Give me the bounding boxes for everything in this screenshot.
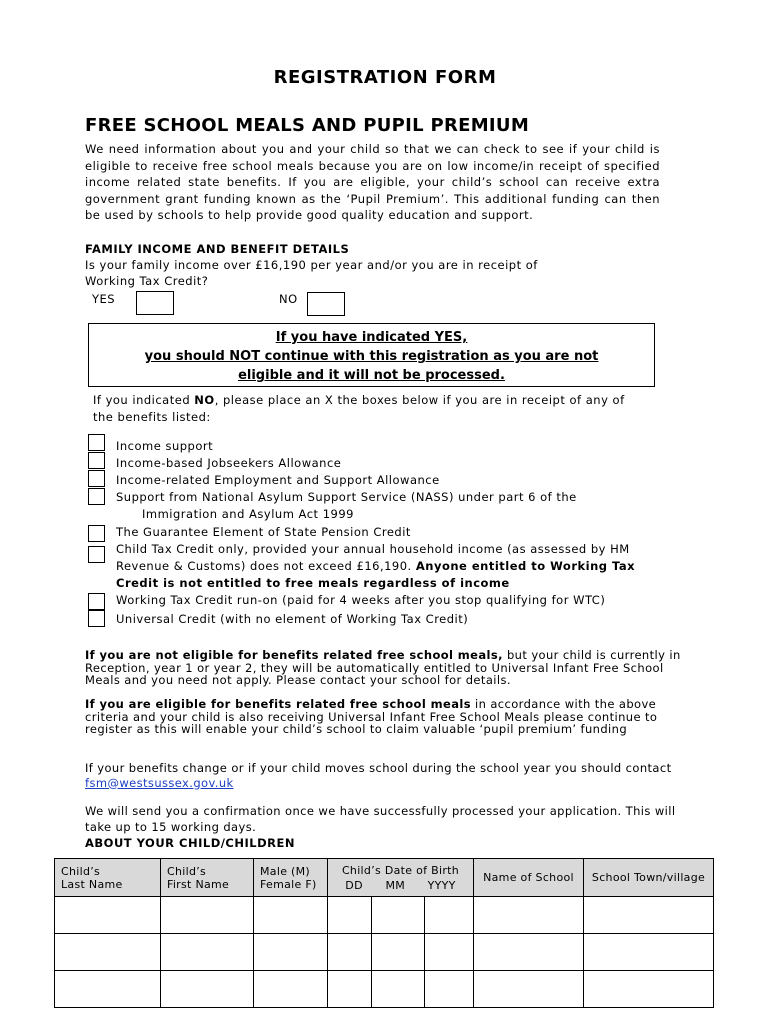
child-school-name-cell[interactable] [474,897,584,934]
child-school-town-cell[interactable] [584,897,714,934]
col-first-name [161,859,254,897]
benefit-income-support: Income support [116,439,214,453]
benefit-checkbox-universal-credit[interactable] [88,610,105,627]
benefit-child-tax-credit-line1: Child Tax Credit only, provided your annual household income (as assessed by HM [116,542,630,556]
child-dob-yyyy-cell[interactable] [424,934,473,971]
eligible-paragraph [85,698,685,736]
child-dob-mm-cell[interactable] [372,971,424,1008]
child-first-name-cell[interactable] [161,934,254,971]
child-dob-dd-cell[interactable] [328,934,372,971]
col-sex [254,859,328,897]
benefit-checkbox-esa[interactable] [88,470,105,487]
child-last-name-cell[interactable] [55,897,161,934]
child-last-name-cell[interactable] [55,971,161,1008]
col-last-name-line2: Last Name [61,877,123,891]
warning-box [88,323,655,387]
children-heading: ABOUT YOUR CHILD/CHILDREN [85,836,295,850]
benefits-intro-line1 [93,392,625,409]
col-dob-yyyy: YYYY [427,878,456,892]
contact-email-link[interactable]: fsm@westsussex.gov.uk [85,775,234,790]
confirmation-paragraph: We will send you a confirmation once we have successfully processed your application. This will take up to 15 working days. [85,804,676,834]
col-school-town: School Town/village [584,859,714,897]
benefits-intro-line2: the benefits listed: [93,410,211,424]
warning-line1: If you have indicated YES, [275,330,468,345]
not-eligible-text: but your child is currently in Reception, year 1 or year 2, they will be automatically entitled to Universal Infant Free School Meals and you need not apply. Please contact your school for details. [85,648,681,687]
table-row [55,971,714,1008]
table-header-row [55,859,714,897]
children-table [54,858,714,1008]
col-dob [328,859,474,897]
col-dob-mm: MM [385,878,406,892]
child-sex-cell[interactable] [254,934,328,971]
intro-paragraph: We need information about you and your child so that we can check to see if your child is eligible to receive free school meals because you are on low income/in receipt of specified income related state benefits. If you are eligible, your child’s school can receive extra government grant funding known as the ‘Pupil Premium’. This additional funding can then be used by schools to help provide good quality education and support. [85,142,660,222]
col-dob-dd: DD [345,878,363,892]
benefit-checkbox-child-tax-credit[interactable] [88,546,105,563]
no-label: NO [279,292,298,306]
child-sex-cell[interactable] [254,897,328,934]
not-eligible-bold: If you are not eligible for benefits related free school meals, [85,648,503,662]
benefit-universal-credit: Universal Credit (with no element of Working Tax Credit) [116,612,469,626]
benefit-child-tax-credit-line2-bold: Anyone entitled to Working Tax [415,559,636,573]
child-dob-mm-cell[interactable] [372,934,424,971]
child-first-name-cell[interactable] [161,971,254,1008]
col-first-name-line1: Child’s [167,864,207,878]
not-eligible-paragraph [85,649,685,687]
col-last-name [55,859,161,897]
warning-line3: eligible and it will not be processed. [238,368,505,383]
eligible-bold: If you are eligible for benefits related free school meals [85,697,471,711]
family-income-heading: FAMILY INCOME AND BENEFIT DETAILS [85,242,350,256]
col-sex-line2: Female F) [260,877,317,891]
income-question-line1: Is your family income over £16,190 per year and/or you are in receipt of [85,258,538,272]
page-heading: FREE SCHOOL MEALS AND PUPIL PREMIUM [85,115,530,136]
benefit-pension-credit: The Guarantee Element of State Pension Credit [116,525,411,539]
benefits-change-paragraph [85,761,685,790]
benefits-change-text: If your benefits change or if your child moves school during the school year you should contact [85,761,672,775]
benefits-intro-post: , please place an X the boxes below if you are in receipt of any of [214,393,625,407]
benefits-intro-no: NO [194,393,215,407]
benefit-child-tax-credit-line3: Credit is not entitled to free meals regardless of income [116,576,510,590]
warning-line2: you should NOT continue with this registration as you are not [144,349,599,364]
child-sex-cell[interactable] [254,971,328,1008]
eligible-text: in accordance with the above criteria and your child is also receiving Universal Infant Free School Meals please continue to register as this will enable your child’s school to claim valuable ‘pupil premium’ funding [85,697,658,736]
child-dob-yyyy-cell[interactable] [424,897,473,934]
form-title: REGISTRATION FORM [273,67,497,88]
table-row [55,897,714,934]
child-first-name-cell[interactable] [161,897,254,934]
benefit-checkbox-income-support[interactable] [88,434,105,451]
yes-label: YES [92,292,116,306]
benefit-nass-line1: Support from National Asylum Support Service (NASS) under part 6 of the [116,490,577,504]
benefit-checkbox-nass[interactable] [88,488,105,505]
benefit-jobseekers: Income-based Jobseekers Allowance [116,456,342,470]
col-last-name-line1: Child’s [61,864,101,878]
benefit-checkbox-jobseekers[interactable] [88,452,105,469]
child-school-name-cell[interactable] [474,971,584,1008]
child-last-name-cell[interactable] [55,934,161,971]
child-school-name-cell[interactable] [474,934,584,971]
child-dob-dd-cell[interactable] [328,897,372,934]
no-checkbox[interactable] [307,292,345,316]
col-dob-title: Child’s Date of Birth [341,863,460,877]
benefits-intro-pre: If you indicated [93,393,195,407]
benefit-child-tax-credit-line2-text: Revenue & Customs) does not exceed £16,190. [116,559,416,573]
col-first-name-line2: First Name [167,877,230,891]
benefit-checkbox-pension-credit[interactable] [88,525,105,542]
child-dob-mm-cell[interactable] [372,897,424,934]
child-school-town-cell[interactable] [584,971,714,1008]
col-sex-line1: Male (M) [260,864,311,878]
col-school-name: Name of School [474,859,584,897]
benefit-esa: Income-related Employment and Support Allowance [116,473,440,487]
child-dob-yyyy-cell[interactable] [424,971,473,1008]
benefit-checkbox-wtc-run-on[interactable] [88,593,105,610]
benefit-nass-line2: Immigration and Asylum Act 1999 [142,507,354,521]
yes-checkbox[interactable] [136,291,174,315]
benefit-child-tax-credit-line2 [116,558,635,575]
child-dob-dd-cell[interactable] [328,971,372,1008]
income-question-line2: Working Tax Credit? [85,274,209,288]
benefit-wtc-run-on: Working Tax Credit run-on (paid for 4 weeks after you stop qualifying for WTC) [116,593,606,607]
table-row [55,934,714,971]
child-school-town-cell[interactable] [584,934,714,971]
